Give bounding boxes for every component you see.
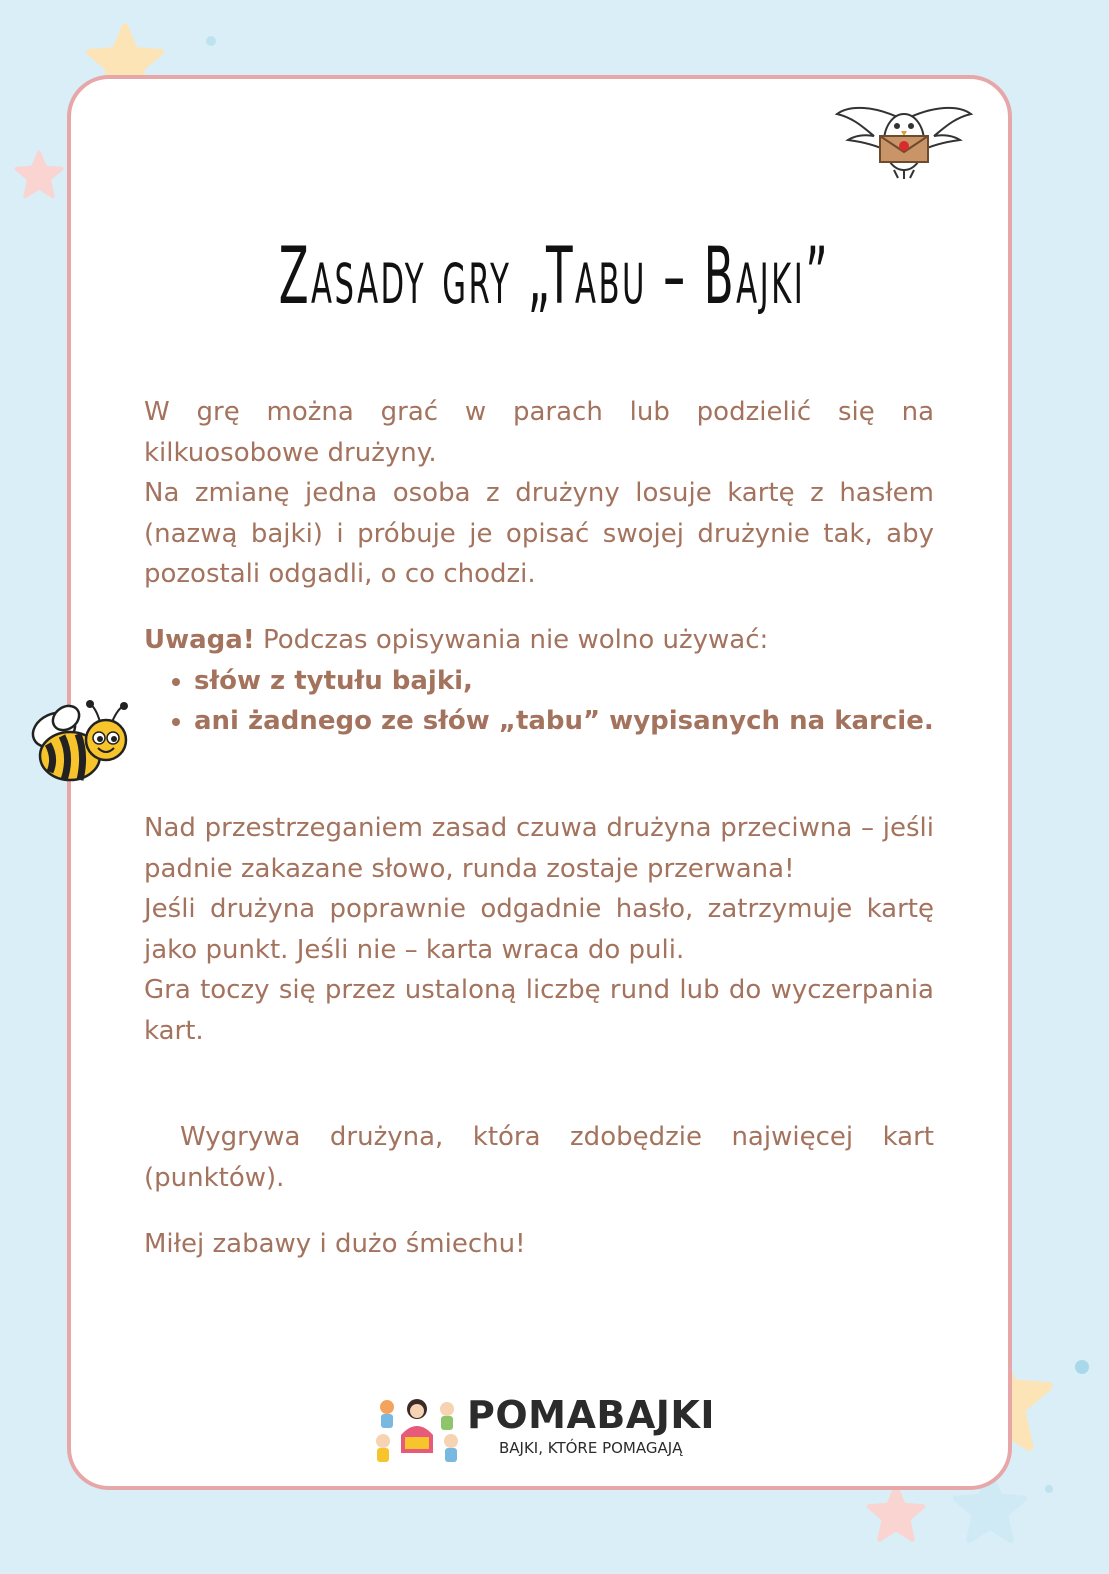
intro-paragraph: W grę można grać w parach lub podzielić się na kilkuosobowe drużyny. bbox=[144, 397, 934, 468]
rounds-paragraph: Gra toczy się przez ustaloną liczbę rund lub do wyczerpania kart. bbox=[144, 975, 934, 1046]
points-paragraph: Jeśli drużyna poprawnie odgadnie hasło, zatrzymuje kartę jako punkt. Jeśli nie – karta wraca do puli. bbox=[144, 894, 934, 965]
dot-decoration bbox=[1045, 1485, 1053, 1493]
bee-icon bbox=[26, 698, 128, 788]
closing-paragraph: Miłej zabawy i dużo śmiechu! bbox=[144, 1229, 526, 1259]
pomabajki-logo bbox=[371, 1395, 751, 1470]
rules-text-2 bbox=[144, 808, 934, 1051]
judge-paragraph: Nad przestrzeganiem zasad czuwa drużyna przeciwna – jeśli padnie zakazane słowo, runda zostaje przerwana! bbox=[144, 813, 934, 884]
list-item: • słów z tytułu bajki, bbox=[194, 661, 934, 702]
list-item: • ani żadnego ze słów „tabu” wypisanych na karcie. bbox=[194, 701, 934, 742]
page-title: Zasady gry „Tabu – Bajki” bbox=[278, 232, 831, 322]
star-icon bbox=[866, 1484, 926, 1544]
closing-block bbox=[144, 1224, 934, 1265]
winner-block bbox=[144, 1117, 934, 1198]
warning-label: Uwaga! bbox=[144, 625, 255, 655]
dot-decoration bbox=[206, 36, 216, 46]
owl-envelope-icon bbox=[834, 100, 974, 182]
turn-paragraph: Na zmianę jedna osoba z drużyny losuje kartę z hasłem (nazwą bajki) i próbuje je opisać swojej drużynie tak, aby pozostali odgadli, o co chodzi. bbox=[144, 478, 934, 589]
logo-tagline: BAJKI, KTÓRE POMAGAJĄ bbox=[499, 1439, 683, 1457]
logo-name: POMABAJKI bbox=[467, 1393, 715, 1437]
dot-decoration bbox=[1075, 1360, 1089, 1374]
star-icon bbox=[14, 150, 64, 200]
rules-text bbox=[144, 392, 934, 595]
forbidden-list bbox=[144, 661, 934, 742]
warning-text: Podczas opisywania nie wolno używać: bbox=[254, 625, 769, 655]
warning-block bbox=[144, 620, 934, 742]
winner-paragraph: Wygrywa drużyna, która zdobędzie najwięcej kart (punktów). bbox=[144, 1122, 934, 1193]
logo-illustration bbox=[371, 1395, 463, 1467]
